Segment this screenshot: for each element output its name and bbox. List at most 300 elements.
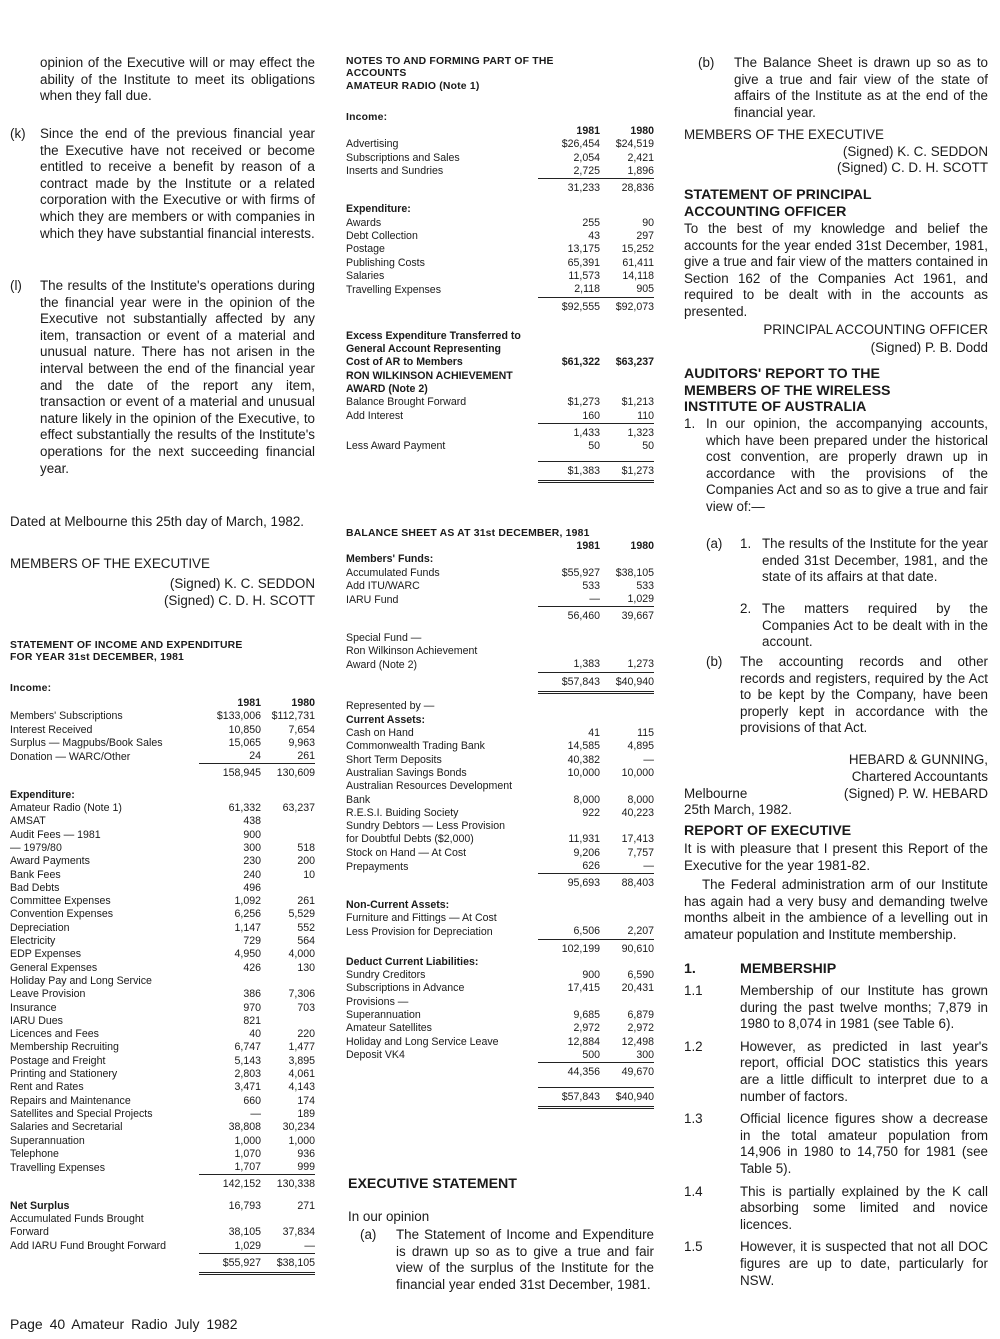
table-row (346, 125, 654, 138)
row-label: Sundry Creditors (346, 969, 426, 982)
value-1981 (199, 975, 261, 988)
signature-scott-2: (Signed) C. D. H. SCOTT (836, 160, 988, 175)
table-row (346, 727, 654, 740)
value-1981: 2,118 (574, 283, 600, 296)
row-label (346, 540, 538, 553)
paragraph-1-4-text: This is partially explained by the K call absorbing some limited and novice licences. (740, 1183, 988, 1232)
value-1980: 2,972 (627, 1022, 654, 1035)
value-1981 (199, 789, 261, 802)
value-1980 (600, 330, 654, 343)
value-1981 (538, 553, 600, 566)
clause-l (10, 276, 315, 477)
value-1980: 518 (297, 841, 315, 854)
value-1980: 2,207 (627, 925, 654, 938)
income-label: Income: (10, 683, 52, 694)
income-statement-title-1: STATEMENT OF INCOME AND EXPENDITURE (10, 640, 243, 651)
value-1980 (600, 700, 654, 713)
auditors-clause-b-label: (b) (706, 654, 723, 669)
paragraph-1-4-number: 1.4 (684, 1183, 703, 1199)
table-row (10, 789, 315, 802)
value-1981: 24 (249, 750, 261, 763)
value-1981: $1,273 (567, 396, 600, 409)
table-row (346, 540, 654, 553)
value-1981: $55,927 (561, 566, 600, 579)
row-label: R.E.S.I. Buiding Society (346, 806, 459, 819)
row-label: Superannuation (10, 1134, 85, 1147)
row-label: Advertising (346, 138, 399, 151)
row-label (346, 1087, 538, 1107)
row-label: Expenditure: (346, 203, 411, 216)
row-label: Award (Note 2) (346, 658, 418, 671)
row-label (10, 764, 199, 781)
value-1981: 1981 (237, 697, 261, 709)
paragraph-1-1-text: Membership of our Institute has grown during the past twelve months; 7,879 in 1980 to 8,074 in 1981 (see Table 6). (740, 983, 988, 1032)
value-1981: 426 (243, 961, 261, 974)
value-1981: $1,383 (538, 462, 600, 482)
row-label: Add Interest (346, 410, 404, 423)
value-1981: 3,471 (234, 1081, 261, 1094)
value-1980: 30,234 (282, 1121, 315, 1134)
pao-text: To the best of my knowledge and belief the accounts for the year ended 31st December, 1981, give a true and fair view of the matters contained in Section 162 of the Companies Act 1961, and required to be dealt with in the accounts as presented. (684, 221, 988, 319)
value-1980: 130 (297, 961, 315, 974)
table-row (10, 975, 315, 988)
value-1980: $40,940 (600, 672, 654, 692)
paragraph-1-5 (684, 1239, 988, 1289)
table-row (10, 1240, 315, 1254)
row-label: RON WILKINSON ACHIEVEMENT (346, 369, 513, 382)
value-1981: 10,850 (228, 723, 261, 736)
value-1981: — (589, 593, 600, 606)
row-label: Holiday Pay and Long Service (10, 974, 152, 987)
value-1981: 41 (588, 727, 600, 740)
value-1981: 44,356 (538, 1063, 600, 1080)
value-1981 (538, 370, 600, 383)
row-label (10, 697, 199, 710)
value-1981: 38,105 (228, 1226, 261, 1239)
table-row (346, 553, 654, 566)
table-row (346, 632, 654, 645)
value-1980: $38,105 (261, 1253, 315, 1273)
table-row (10, 1253, 315, 1273)
table-row (346, 700, 654, 713)
value-1980: 220 (297, 1028, 315, 1041)
value-1980: $24,519 (615, 138, 654, 151)
value-1980: 703 (297, 1001, 315, 1014)
value-1980: 90 (642, 216, 654, 229)
value-1980: 297 (636, 230, 654, 243)
table-row (346, 243, 654, 256)
pao-signature-2: (Signed) P. B. Dodd (870, 340, 988, 355)
row-label: Salaries and Secretarial (10, 1121, 123, 1134)
table-row (346, 982, 654, 995)
value-1981: 17,415 (567, 982, 600, 995)
value-1981 (538, 956, 600, 969)
value-1981: 142,152 (199, 1175, 261, 1192)
row-label: Subscriptions in Advance (346, 982, 465, 995)
value-1981: 10,000 (567, 766, 600, 779)
auditors-clause-a2-text: The matters required by the Companies Act to be dealt with in the account. (762, 601, 988, 650)
value-1981 (538, 912, 600, 925)
table-row (346, 645, 654, 658)
value-1981: 1,092 (234, 895, 261, 908)
table-row (346, 714, 654, 727)
row-label: Holiday and Long Service Leave (346, 1035, 499, 1048)
table-row (10, 1175, 315, 1192)
value-1980 (600, 645, 654, 658)
table-row (10, 1095, 315, 1108)
value-1980 (261, 829, 315, 842)
balance-sheet-title: BALANCE SHEET AS AT 31st DECEMBER, 1981 (346, 528, 590, 539)
value-1981: 626 (582, 860, 600, 873)
table-row (346, 939, 654, 956)
auditor-firm-title: Chartered Accountants (851, 769, 988, 784)
value-1980: $38,105 (615, 566, 654, 579)
auditors-clause-a-label: (a) (706, 536, 723, 551)
value-1981: 8,000 (573, 793, 600, 806)
row-label: Special Fund — (346, 631, 422, 644)
value-1980: 88,403 (600, 874, 654, 891)
table-row (346, 1036, 654, 1049)
value-1981: 255 (582, 216, 600, 229)
value-1980: 14,118 (622, 269, 654, 282)
section-1-title: MEMBERSHIP (740, 961, 837, 977)
table-row (346, 270, 654, 283)
auditors-clause-1 (684, 416, 988, 516)
value-1981: 900 (582, 969, 600, 982)
table-row (10, 869, 315, 882)
table-row (346, 956, 654, 969)
row-label: Leave Provision (10, 988, 86, 1001)
value-1980: 5,529 (288, 908, 315, 921)
value-1981: 14,585 (567, 740, 600, 753)
value-1980: 4,895 (627, 740, 654, 753)
table-row (346, 969, 654, 982)
executive-clause-a (360, 1225, 654, 1293)
row-label: Award Payments (10, 855, 90, 868)
row-label: Add ITU/WARC (346, 579, 420, 592)
balance-sheet-table (346, 540, 654, 1109)
row-label: EDP Expenses (10, 948, 82, 961)
value-1980 (261, 1213, 315, 1226)
ar-income-label: Income: (346, 112, 388, 123)
clause-k-text: Since the end of the previous financial year the Executive have not received or become entitled to receive a benefit by reason of a contract made by the Institute or a related corporation with the Executive or with firms of which they are members or with companies in which they have substantial financial interests. (40, 126, 315, 241)
table-row (10, 988, 315, 1001)
row-label: Surplus — Magpubs/Book Sales (10, 736, 163, 749)
auditors-clause-1-label: 1. (684, 416, 696, 431)
table-row (10, 1041, 315, 1054)
row-label: Commonwealth Trading Bank (346, 740, 485, 753)
table-row (10, 1148, 315, 1161)
table-row (346, 165, 654, 179)
table-row (346, 754, 654, 767)
value-1980 (261, 975, 315, 988)
clause-l-text: The results of the Institute's operations during the financial year were in the opinion of the Executive not substantially affected by any item, transaction or event of a material and unusual nature. There has not arisen in the interval between the end of the financial year and the date of the report any item, transaction or event of a material and unusual nature likely in the opinion of the Executive, to effect substantially the results of the Institute's operations for the next succeeding financial year. (40, 278, 315, 476)
value-1980: 37,834 (282, 1226, 315, 1239)
value-1980: 1,273 (627, 658, 654, 671)
value-1981: 6,747 (234, 1041, 261, 1054)
value-1980: 1,477 (288, 1041, 315, 1054)
members-heading: MEMBERS OF THE EXECUTIVE (10, 556, 210, 571)
row-label: Bank (346, 793, 371, 806)
value-1981: 1,147 (234, 921, 261, 934)
row-label: Travelling Expenses (10, 1161, 105, 1174)
table-row (10, 842, 315, 855)
auditors-clause-b (706, 654, 988, 737)
table-row (10, 829, 315, 842)
table-row (346, 567, 654, 580)
table-row (346, 217, 654, 230)
pao-title: STATEMENT OF PRINCIPAL ACCOUNTING OFFICER (684, 187, 872, 220)
table-row (10, 1226, 315, 1239)
table-row (346, 794, 654, 807)
auditor-firm: HEBARD & GUNNING, (848, 752, 988, 767)
signature-seddon-2: (Signed) K. C. SEDDON (842, 144, 988, 159)
value-1980 (600, 632, 654, 645)
table-row (10, 855, 315, 868)
value-1981 (538, 632, 600, 645)
value-1980: 10 (303, 868, 315, 881)
value-1981: 9,206 (573, 846, 600, 859)
value-1981: 922 (582, 806, 600, 819)
table-row (346, 462, 654, 482)
auditor-place: Melbourne (684, 786, 748, 801)
value-1980: 39,667 (600, 607, 654, 624)
row-label: General Account Representing (346, 343, 502, 356)
value-1981: 9,685 (573, 1009, 600, 1021)
value-1981: 12,884 (567, 1035, 600, 1048)
table-row (10, 962, 315, 975)
value-1980: 1,000 (288, 1134, 315, 1147)
value-1980 (261, 789, 315, 802)
value-1981: 1981 (576, 125, 600, 137)
value-1981: 821 (243, 1014, 261, 1027)
value-1980: 10,000 (621, 766, 654, 779)
value-1981: $61,322 (561, 356, 600, 369)
row-label: Members' Subscriptions (10, 710, 123, 723)
value-1981: 438 (243, 815, 261, 828)
value-1981: 300 (243, 841, 261, 854)
table-row (346, 607, 654, 624)
row-label: Convention Expenses (10, 908, 114, 921)
value-1981: 40 (249, 1028, 261, 1041)
row-label: Prepayments (346, 860, 409, 873)
row-label: Travelling Expenses (346, 283, 441, 296)
value-1980: 61,411 (622, 256, 654, 269)
value-1980: 2,421 (627, 151, 654, 164)
table-row (346, 440, 654, 453)
table-row (10, 710, 315, 723)
value-1981: 16,793 (228, 1199, 261, 1212)
value-1981: 50 (588, 440, 600, 453)
value-1981: 1,029 (234, 1239, 261, 1252)
table-row (346, 297, 654, 314)
row-label: Current Assets: (346, 713, 426, 726)
row-label: Bad Debts (10, 881, 60, 894)
paragraph-1-2 (684, 1039, 988, 1105)
row-label (346, 1063, 538, 1080)
executive-statement-title: EXECUTIVE STATEMENT (348, 1176, 517, 1192)
value-1980: 20,431 (621, 982, 654, 995)
row-label: Deposit VK4 (346, 1049, 405, 1062)
auditors-clause-a2-label: 2. (740, 601, 752, 616)
value-1980: 40,223 (621, 806, 654, 819)
value-1981: 6,256 (234, 908, 261, 921)
row-label (346, 462, 538, 482)
value-1981 (538, 383, 600, 396)
value-1980: 552 (297, 921, 315, 934)
value-1980 (261, 1015, 315, 1028)
table-row (346, 343, 654, 356)
row-label: Interest Received (10, 723, 93, 736)
table-row (10, 1135, 315, 1148)
value-1980 (600, 780, 654, 793)
report-paragraph-1: It is with pleasure that I present this Report of the Executive for the year 1981-82. (684, 841, 988, 873)
income-statement-title-2: FOR YEAR 31st DECEMBER, 1981 (10, 652, 185, 663)
value-1980 (261, 882, 315, 895)
table-row (10, 922, 315, 935)
value-1980: — (304, 1239, 315, 1252)
row-label: Amateur Satellites (346, 1022, 432, 1035)
value-1981: 2,972 (573, 1022, 600, 1035)
value-1981: 160 (582, 409, 600, 422)
clause-k (10, 124, 315, 242)
row-label: Superannuation (346, 1009, 421, 1021)
table-row (10, 1213, 315, 1226)
value-1980 (600, 714, 654, 727)
row-label: Add IARU Fund Brought Forward (10, 1240, 167, 1253)
row-label: Licences and Fees (10, 1028, 99, 1041)
value-1981 (538, 343, 600, 356)
value-1981: 386 (243, 988, 261, 1001)
value-1981: 970 (243, 1001, 261, 1014)
value-1980: 189 (297, 1107, 315, 1120)
paragraph-1-2-text: However, as predicted in last year's report, official DOC statistics this years are a little difficult to interpret due to a number of factors. (740, 1038, 988, 1104)
row-label: Less Provision for Depreciation (346, 925, 493, 938)
value-1981: 5,143 (234, 1054, 261, 1067)
row-label: Excess Expenditure Transferred to (346, 329, 521, 342)
auditor-date: 25th March, 1982. (684, 802, 792, 817)
table-row (10, 750, 315, 764)
value-1981: 1,433 (538, 423, 600, 440)
row-label: Accumulated Funds (346, 566, 440, 579)
row-label: General Expenses (10, 961, 98, 974)
value-1980: 3,895 (288, 1054, 315, 1067)
executive-clause-a-text: The Statement of Income and Expenditure is drawn up so as to give a true and fair view of the surplus of the Institute for the financial year ended 31st December, 1981. (396, 1227, 654, 1292)
table-row (10, 737, 315, 750)
row-label: Forward (10, 1226, 49, 1239)
table-row (346, 283, 654, 297)
table-row (10, 1055, 315, 1068)
value-1981 (538, 820, 600, 833)
table-row (10, 1015, 315, 1028)
table-row (10, 724, 315, 737)
value-1981: 2,725 (573, 164, 600, 177)
value-1980: 1980 (291, 697, 315, 709)
value-1981: 95,693 (538, 874, 600, 891)
value-1980: 174 (297, 1094, 315, 1107)
table-row (10, 764, 315, 781)
value-1980: 261 (297, 750, 315, 763)
table-row (346, 1087, 654, 1107)
paragraph-1-5-text: However, it is suspected that not all DOC figures are up to date, particularly for NSW. (740, 1239, 988, 1288)
table-row (346, 874, 654, 891)
table-row (346, 179, 654, 196)
table-row (346, 767, 654, 780)
value-1981: 56,460 (538, 607, 600, 624)
value-1980: 50 (642, 440, 654, 453)
table-row (346, 356, 654, 369)
row-label: Postage and Freight (10, 1054, 106, 1067)
table-row (10, 908, 315, 921)
value-1980: 63,237 (282, 802, 315, 815)
row-label (346, 939, 538, 956)
value-1980: 6,879 (627, 1009, 654, 1021)
value-1981: 38,808 (228, 1121, 261, 1134)
value-1980: 17,413 (621, 833, 654, 846)
value-1981: 11,931 (568, 833, 600, 846)
value-1981: 11,573 (568, 269, 600, 282)
value-1981: $92,555 (538, 297, 600, 314)
pao-signature-1: PRINCIPAL ACCOUNTING OFFICER (763, 322, 988, 337)
table-row (10, 697, 315, 710)
value-1980 (600, 912, 654, 925)
row-label: Represented by — (346, 700, 435, 713)
value-1981: 43 (588, 230, 600, 243)
clause-k-label: (k) (10, 126, 26, 141)
table-row (10, 948, 315, 961)
value-1981: 230 (243, 855, 261, 868)
value-1980: 90,610 (600, 939, 654, 956)
value-1981: 900 (243, 828, 261, 841)
table-row (346, 996, 654, 1009)
value-1980: $1,273 (600, 462, 654, 482)
value-1980: 15,252 (621, 243, 654, 256)
row-label: Electricity (10, 935, 56, 948)
value-1980: 1,029 (627, 593, 654, 606)
row-label: Provisions — (346, 995, 409, 1008)
value-1980: 115 (637, 727, 654, 740)
amateur-radio-notes-table (346, 125, 654, 483)
value-1981: $55,927 (199, 1253, 261, 1273)
value-1981: 1,000 (234, 1134, 261, 1147)
value-1980: 1,896 (627, 164, 654, 177)
signature-scott: (Signed) C. D. H. SCOTT (163, 593, 315, 608)
table-row (346, 383, 654, 396)
row-label: Members' Funds: (346, 553, 434, 566)
row-label: Awards (346, 216, 382, 229)
auditors-clause-a1-label: 1. (740, 536, 752, 551)
value-1980: $112,731 (271, 710, 315, 723)
paragraph-1-4 (684, 1184, 988, 1234)
table-row (10, 895, 315, 908)
table-row (346, 410, 654, 424)
row-label: Short Term Deposits (346, 753, 442, 766)
table-row (346, 230, 654, 243)
value-1981: 1981 (576, 540, 600, 552)
row-label: IARU Fund (346, 593, 399, 606)
row-label (346, 874, 538, 891)
value-1981: 533 (582, 579, 600, 592)
value-1980: 6,590 (627, 969, 654, 982)
membership-paragraphs (684, 977, 988, 1289)
table-row (346, 593, 654, 607)
table-row (346, 330, 654, 343)
value-1981 (538, 714, 600, 727)
value-1981 (538, 700, 600, 713)
dated-line: Dated at Melbourne this 25th day of March, 1982. (10, 514, 305, 529)
value-1981: 31,233 (538, 179, 600, 196)
section-1-number: 1. (684, 961, 696, 977)
